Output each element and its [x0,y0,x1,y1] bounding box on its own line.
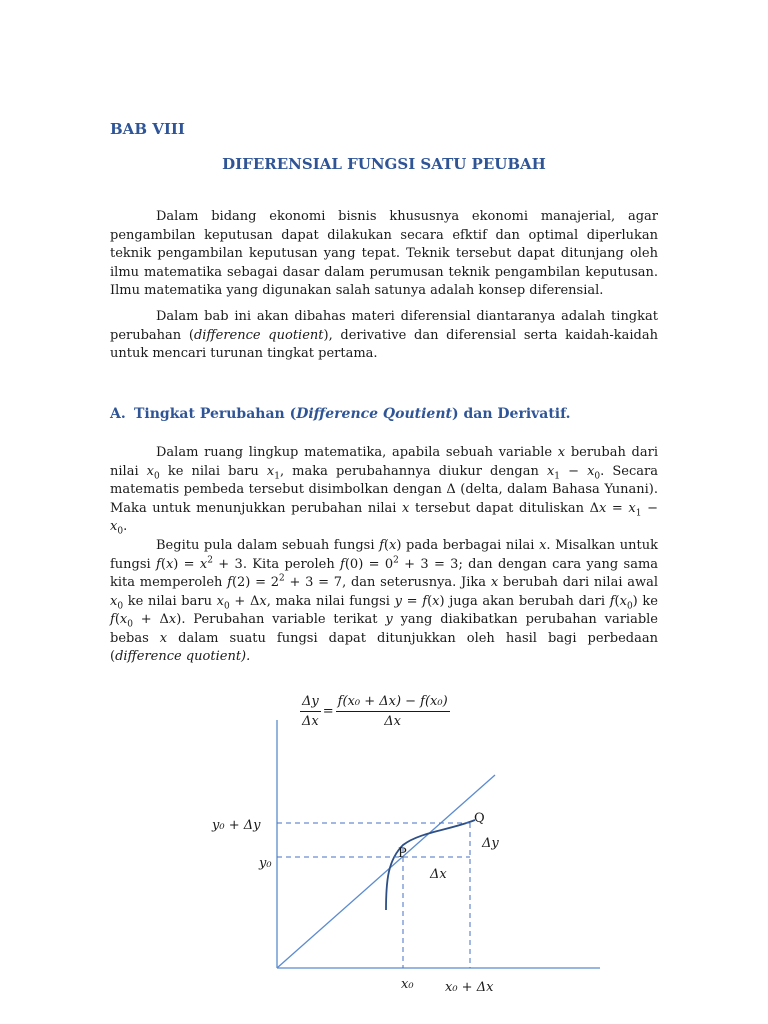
function-curve [386,820,475,910]
intro-paragraph-2: Dalam bab ini akan dibahas materi diferensial diantaranya adalah tingkat perubahan (difference quotient), derivative dan diferensial serta kaidah-kaidah untuk mencari turunan tingkat pertama. [110,309,659,361]
section-number: A. [110,406,126,422]
label-x0-plus-dx: x₀ + Δx [445,980,494,995]
chapter-number: BAB VIII [110,120,185,138]
label-y0-plus-dy: y₀ + Δy [212,818,261,833]
label-point-p: P [398,846,407,861]
label-y0: y₀ [259,856,272,871]
label-delta-y: Δy [482,836,499,851]
paragraph-function-change: Begitu pula dalam sebuah fungsi f(x) pada berbagai nilai x. Misalkan untuk fungsi $f(x) = x^2 + 3$. Kita peroleh $f(0) = 0^2 + 3 = 3$; dan dengan cara yang sama kita memperoleh $f(2) = 2^2 + 3 = 7$, dan seterusnya. Jika x berubah dari nilai awal $x_0$ ke nilai baru $x_0 + \Delta x$, maka nilai fungsi y = f(x) juga akan berubah dari $f(x_0)$ ke $f(x_0 + \Delta x)$. Perubahan variable terikat y yang diakibatkan perubahan variable bebas x dalam suatu fungsi dapat ditunjukkan oleh hasil bagi perbedaan (difference quotient). [110,538,659,664]
paragraph-change-definition: Dalam ruang lingkup matematika, apabila sebuah variable x berubah dari nilai $x_0$ ke nilai baru $x_1$, maka perubahannya diukur dengan $x_1 - x_0$. Secara matematis pembeda tersebut disimbolkan dengan Δ (delta, dalam Bahasa Yunani). Maka untuk menunjukkan perubahan nilai x tersebut dapat dituliskan $\Delta x = x_1 - x_0$. [110,445,658,537]
label-point-q: Q [474,811,485,826]
intro-paragraph-1: Dalam bidang ekonomi bisnis khususnya ekonomi manajerial, agar pengambilan keputusan dapat dilakukan secara efktif dan optimal diperlukan teknik pengambilan keputusan yang tepat. Teknik tersebut dapat ditunjang oleh ilmu matematika sebagai dasar dalam perumusan teknik pengambilan keputusan. Ilmu matematika yang digunakan salah satunya adalah konsep diferensial. [110,209,658,298]
label-delta-x: Δx [430,867,447,882]
chapter-title: DIFERENSIAL FUNGSI SATU PEUBAH [222,155,546,173]
formula-rhs-numerator: f(x₀ + Δx) − f(x₀) [336,694,450,712]
section-heading-a: A. Tingkat Perubahan (Difference Qoutient) dan Derivatif. [110,406,571,422]
secant-line [277,775,495,968]
formula-equals: = [322,704,334,719]
formula-rhs-denominator: Δx [384,714,402,729]
label-x0: x₀ [401,977,414,992]
formula-lhs-numerator: Δy [300,694,321,712]
formula-lhs-denominator: Δx [302,714,319,729]
